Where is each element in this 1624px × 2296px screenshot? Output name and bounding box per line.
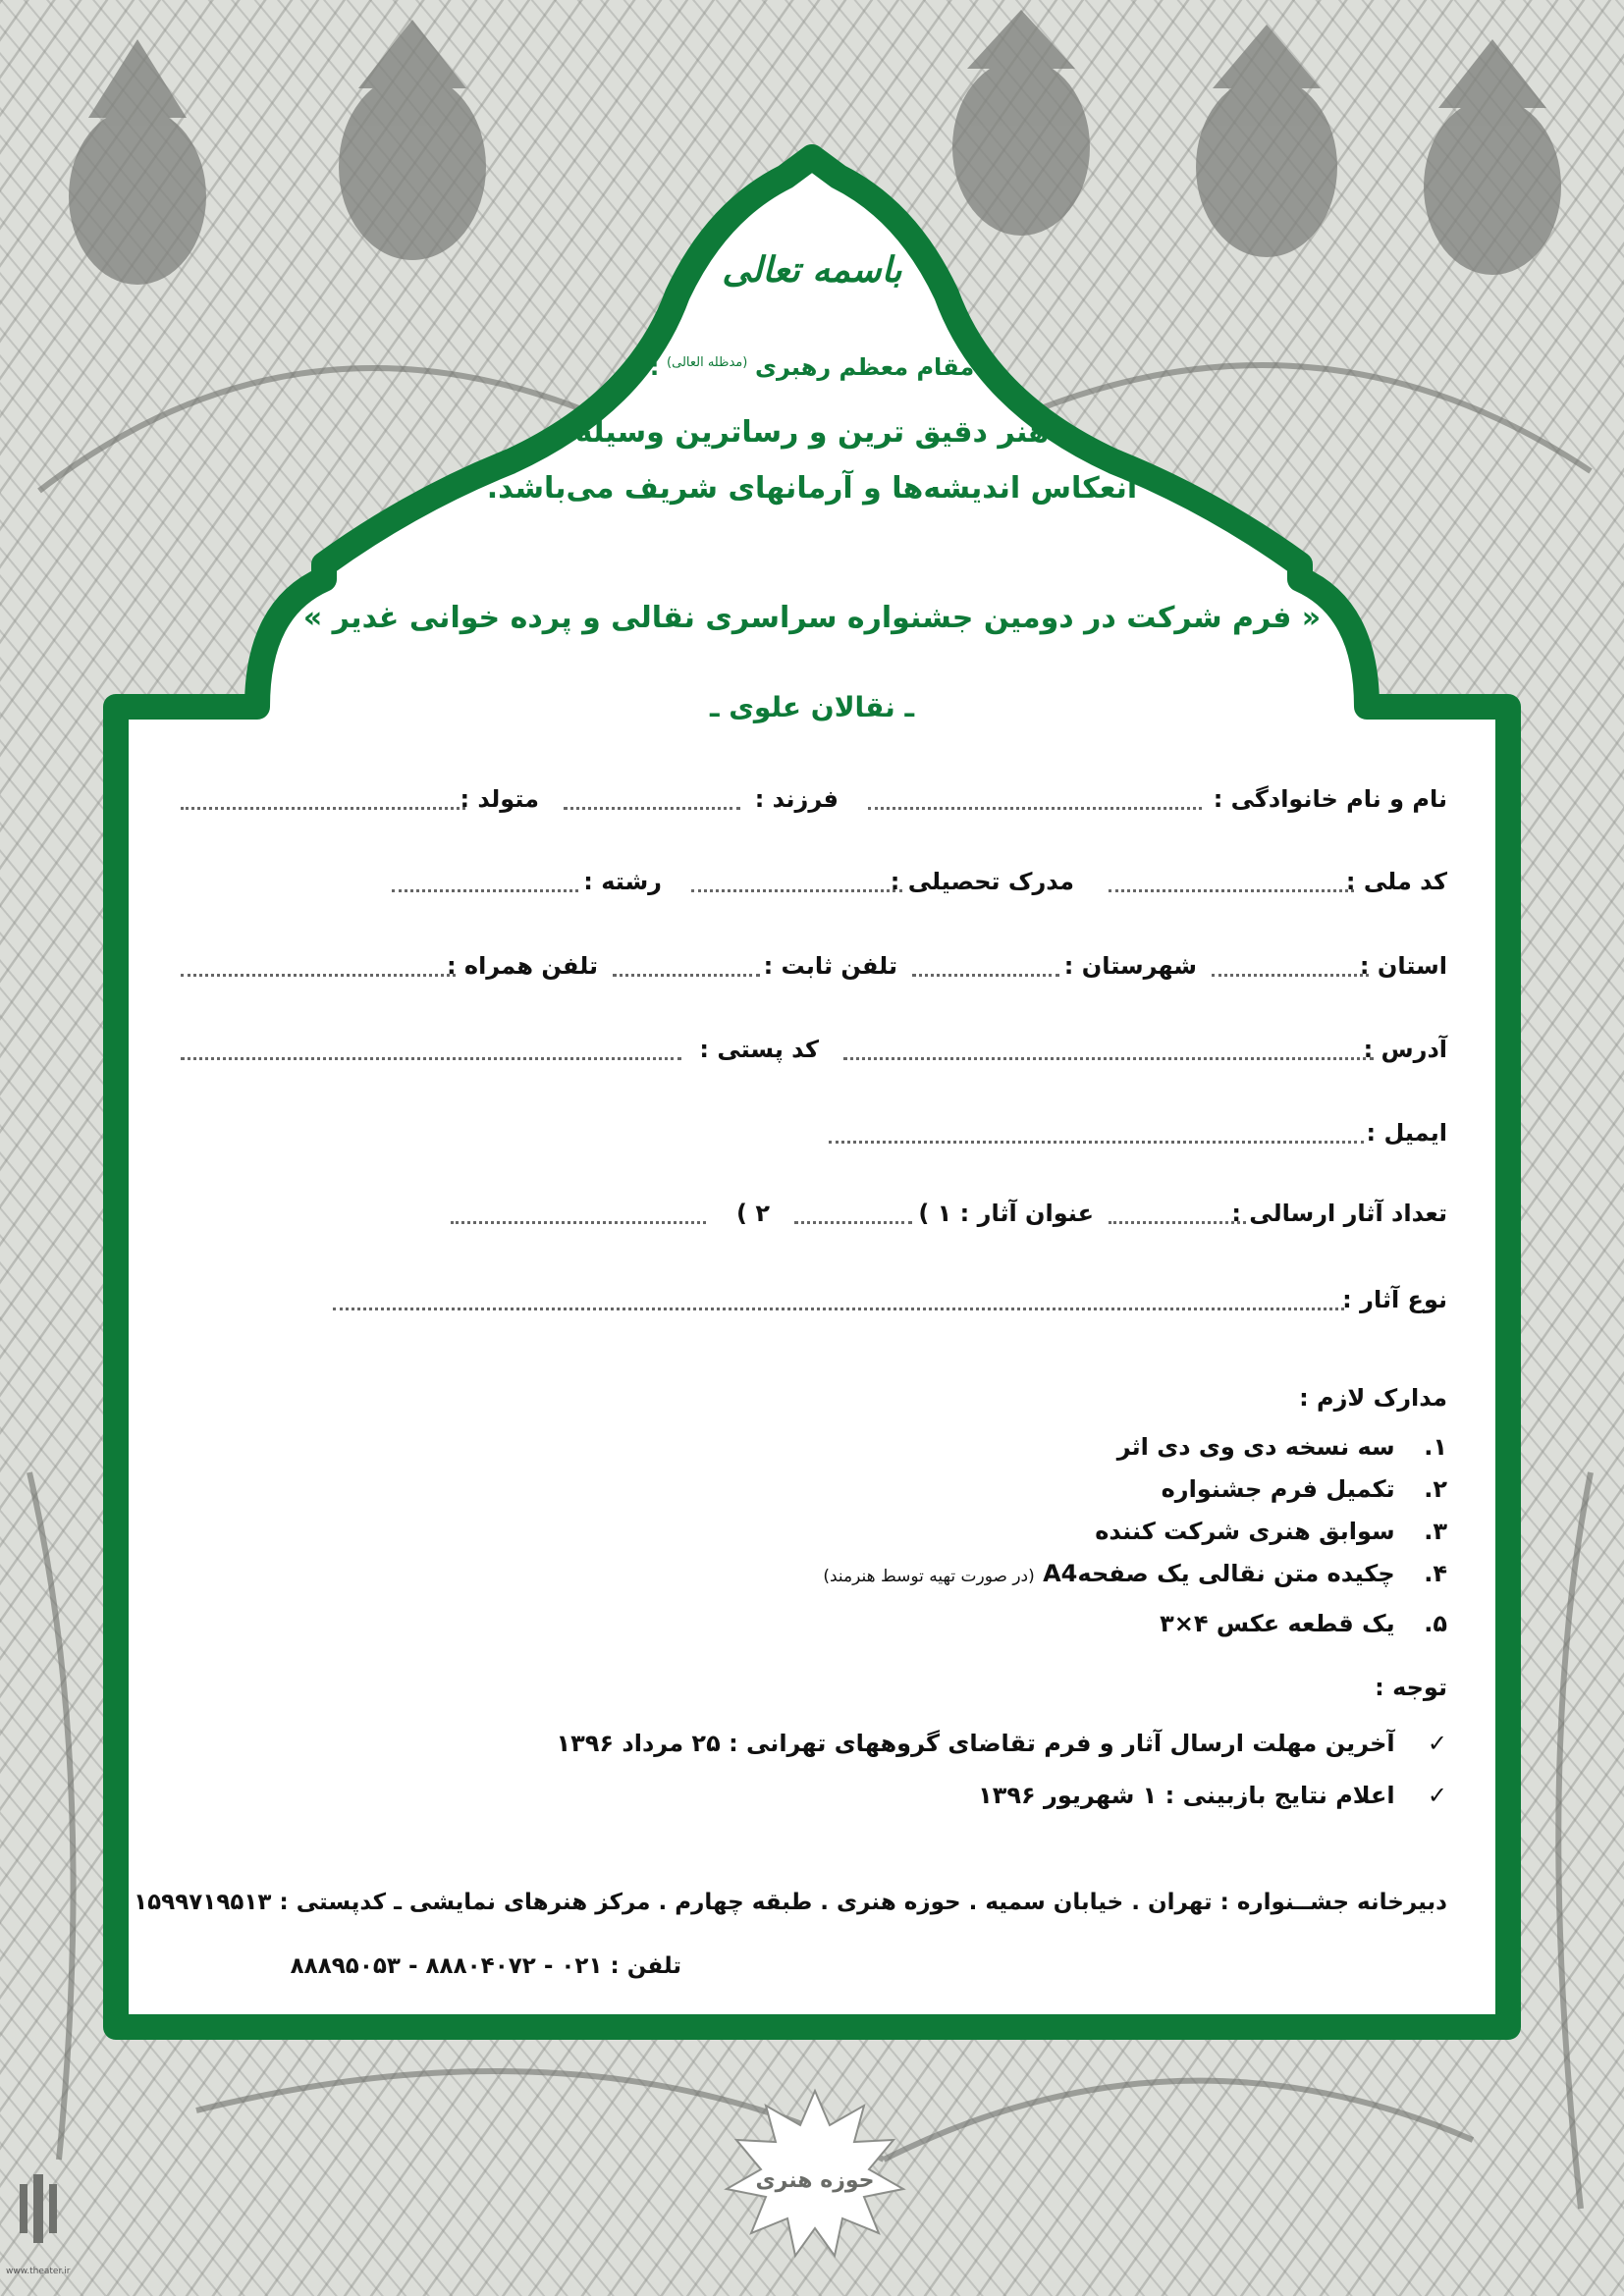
degree-input[interactable] xyxy=(691,868,902,892)
doc-item-text: سه نسخه دی وی دی اثر xyxy=(1116,1433,1395,1461)
province-label: استان : xyxy=(1359,952,1447,980)
doc-item-text: چکیده متن نقالی یک صفحهA4 xyxy=(1043,1560,1395,1587)
documents-heading: مدارک لازم : xyxy=(1299,1384,1447,1412)
city-label: شهرستان : xyxy=(1063,952,1197,980)
quote-line-1: هنر دقیق ترین و رساترین وسیله xyxy=(574,415,1050,450)
doc-item-num: ۱. xyxy=(1424,1433,1447,1461)
email-label: ایمیل : xyxy=(1366,1119,1447,1147)
notice-item-1 xyxy=(556,1730,1447,1757)
degree-label: مدرک تحصیلی : xyxy=(890,868,1074,895)
city-input[interactable] xyxy=(912,952,1059,977)
row-email xyxy=(177,1119,1447,1162)
address-label: آدرس : xyxy=(1363,1036,1447,1063)
row-address xyxy=(177,1036,1447,1079)
section-title: ـ نقالان علوی ـ xyxy=(709,691,915,723)
works-title-2-input[interactable] xyxy=(451,1200,706,1224)
email-input[interactable] xyxy=(829,1119,1364,1144)
doc-item-3 xyxy=(1095,1518,1447,1545)
works-type-input[interactable] xyxy=(333,1286,1344,1310)
quote-honorific: (مدظله العالی) xyxy=(667,355,748,370)
works-title-1-input[interactable] xyxy=(794,1200,912,1224)
row-name xyxy=(177,785,1447,828)
national-id-input[interactable] xyxy=(1109,868,1354,892)
doc-item-num: ۲. xyxy=(1424,1475,1447,1503)
row-province xyxy=(177,952,1447,995)
watermark-url: www.theater.ir xyxy=(6,2267,71,2276)
works-count-input[interactable] xyxy=(1109,1200,1246,1224)
mobile-label: تلفن همراه : xyxy=(446,952,598,980)
footer-address: دبیرخانه جشــنواره : تهران . خیابان سمیه . حوزه هنری . طبقه چهارم . مرکز هنرهای نمایشی ـ کدپستی : ۱۵۹۹۷۱۹۵۱۳ xyxy=(134,1890,1447,1915)
doc-item-num: ۴. xyxy=(1424,1560,1447,1587)
birth-input[interactable] xyxy=(181,785,465,810)
postal-input[interactable] xyxy=(181,1036,681,1060)
notice-item-text: آخرین مهلت ارسال آثار و فرم تقاضای گروههای تهرانی : ۲۵ مرداد ۱۳۹۶ xyxy=(556,1730,1395,1757)
name-label: نام و نام خانوادگی : xyxy=(1213,785,1447,813)
province-input[interactable] xyxy=(1212,952,1369,977)
check-icon: ✓ xyxy=(1427,1782,1447,1809)
works-type-label: نوع آثار : xyxy=(1342,1286,1447,1313)
name-input[interactable] xyxy=(868,785,1202,810)
birth-label: متولد : xyxy=(460,785,539,813)
doc-item-num: ۳. xyxy=(1424,1518,1447,1545)
works-title-2-label: ۲ ) xyxy=(736,1200,770,1227)
bismillah: باسمه تعالی xyxy=(722,250,902,291)
notice-item-2 xyxy=(978,1782,1447,1809)
doc-item-text: تکمیل فرم جشنواره xyxy=(1161,1475,1395,1503)
doc-item-5 xyxy=(1160,1610,1447,1637)
quote-line-2: انعکاس اندیشه‌ها و آرمانهای شریف می‌باشد. xyxy=(486,471,1138,506)
father-label: فرزند : xyxy=(754,785,839,813)
row-works xyxy=(177,1200,1447,1243)
row-works-type xyxy=(177,1286,1447,1329)
doc-item-num: ۵. xyxy=(1424,1610,1447,1637)
doc-item-note: (در صورت تهیه توسط هنرمند) xyxy=(823,1567,1035,1586)
address-input[interactable] xyxy=(843,1036,1374,1060)
quote-source-line xyxy=(550,353,1074,381)
works-title-label: عنوان آثار : ۱ ) xyxy=(918,1200,1094,1227)
check-icon: ✓ xyxy=(1427,1730,1447,1757)
notice-heading: توجه : xyxy=(1375,1674,1447,1701)
row-national-id xyxy=(177,868,1447,911)
hozeh-honari-logo xyxy=(697,2081,933,2268)
notice-item-text: اعلام نتایج بازبینی : ۱ شهریور ۱۳۹۶ xyxy=(978,1782,1395,1809)
father-input[interactable] xyxy=(564,785,740,810)
national-id-label: کد ملی : xyxy=(1345,868,1447,895)
footer-phone: تلفن : ۰۲۱ - ۸۸۸۰۴۰۷۲ - ۸۸۸۹۵۰۵۳ xyxy=(290,1953,681,1979)
theater-watermark xyxy=(6,2164,71,2290)
major-label: رشته : xyxy=(583,868,662,895)
major-input[interactable] xyxy=(392,868,578,892)
mobile-input[interactable] xyxy=(181,952,456,977)
doc-item-1 xyxy=(1117,1433,1447,1461)
phone-input[interactable] xyxy=(613,952,760,977)
doc-item-text: سوابق هنری شرکت کننده xyxy=(1095,1518,1395,1545)
doc-item-2 xyxy=(1162,1475,1447,1503)
doc-item-4 xyxy=(823,1560,1447,1587)
quote-source: مقام معظم رهبری xyxy=(754,353,975,381)
logo-text: حوزه هنری xyxy=(755,2168,875,2193)
phone-label: تلفن ثابت : xyxy=(763,952,897,980)
works-count-label: تعداد آثار ارسالی : xyxy=(1231,1200,1447,1227)
quote-colon: : xyxy=(649,353,660,381)
doc-item-text: یک قطعه عکس ۴×۳ xyxy=(1160,1610,1395,1637)
form-title: « فرم شرکت در دومین جشنواره سراسری نقالی و پرده خوانی غدیر » xyxy=(302,601,1322,635)
postal-label: کد پستی : xyxy=(699,1036,819,1063)
